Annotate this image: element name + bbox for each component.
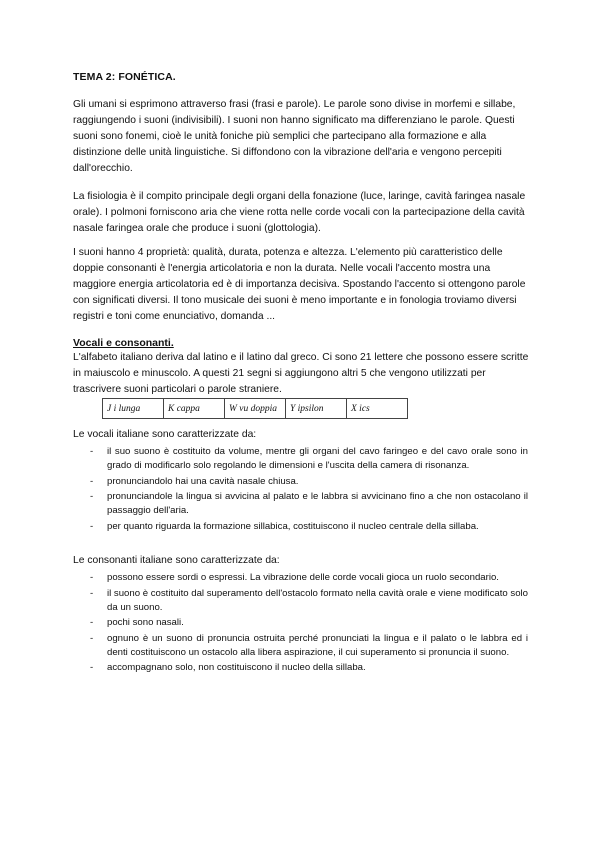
- list-item: - per quanto riguarda la formazione sillabica, costituiscono il nucleo centrale della sillaba.: [73, 520, 528, 534]
- vowels-list: [73, 445, 528, 535]
- paragraph-intro: Gli umani si esprimono attraverso frasi (frasi e parole). Le parole sono divise in morfemi e sillabe, raggiungendo i suoni (indivisibili). I suoni non hanno significato ma differenziano le parole. Questi suoni sono fonemi, cioè le unità foniche più semplici che partecipano alla formazione e alla distinzione delle unità linguistiche. Si diffondono con la vibrazione dell'aria e vengono percepiti dall'orecchio.: [73, 99, 516, 175]
- list-item: - pochi sono nasali.: [73, 616, 528, 630]
- list-item: - accompagnano solo, non costituiscono il nucleo della sillaba.: [73, 661, 528, 675]
- list-item: - il suono è costituito dal superamento dell'ostacolo formato nella cavità orale e viene modificato solo da un suono.: [73, 587, 528, 615]
- paragraph-physiology: La fisiologia è il compito principale degli organi della fonazione (luce, laringe, cavità faringea nasale orale). I polmoni forniscono aria che viene rotta nelle corde vocali con la partecipazione della cavità nasale faringea orale che produce i suoni (glottologia).: [73, 191, 526, 235]
- consonants-list: [73, 571, 528, 677]
- list-item: - il suo suono è costituito da volume, mentre gli organi del cavo faringeo e del cavo orale sono in grado di modificarlo solo regolando le dimensioni e l'uscita della camera di risonanza.: [73, 445, 528, 473]
- letter-cell: J i lunga: [103, 399, 164, 419]
- list-item: - pronunciandolo hai una cavità nasale chiusa.: [73, 475, 528, 489]
- letters-table: [102, 398, 408, 419]
- list-item: - possono essere sordi o espressi. La vibrazione delle corde vocali gioca un ruolo secondario.: [73, 571, 528, 585]
- list-item: - ognuno è un suono di pronuncia ostruita perché pronunciati la lingua e il palato o le labbra ed i denti costituiscono un ostacolo alla libera aspirazione, il cui superamento si pronuncia il suono.: [73, 632, 528, 660]
- vowels-intro: Le vocali italiane sono caratterizzate da:: [73, 429, 257, 440]
- letter-cell: Y ipsilon: [286, 399, 347, 419]
- consonants-intro: Le consonanti italiane sono caratterizzate da:: [73, 555, 280, 566]
- document-title: TEMA 2: FONÉTICA.: [73, 71, 176, 83]
- paragraph-properties: I suoni hanno 4 proprietà: qualità, durata, potenza e altezza. L'elemento più caratteristico delle doppie consonanti è l'energia articolatoria e non la durata. Nelle vocali l'accento mostra una maggiore energia articolatoria ed è di importanza decisiva. Spostando l'accento si ottengono parole con significati diversi. Il tono musicale dei suoni è meno importante e in fonologia troviamo diversi registri e toni come enunciativo, domanda ...: [73, 247, 526, 323]
- letter-cell: W vu doppia: [225, 399, 286, 419]
- section-heading: Vocali e consonanti.: [73, 337, 174, 349]
- letter-cell: X ics: [347, 399, 408, 419]
- letters-row: [103, 399, 408, 419]
- letter-cell: K cappa: [164, 399, 225, 419]
- section-intro: L'alfabeto italiano deriva dal latino e il latino dal greco. Ci sono 21 lettere che possono essere scritte in maiuscolo e minuscolo. A questi 21 segni si aggiungono altri 5 che vengono utilizzati per trascrivere suoni particolari o parole straniere.: [73, 352, 529, 396]
- list-item: - pronunciandole la lingua si avvicina al palato e le labbra si avvicinano fino a che non ostacolano il passaggio dell'aria.: [73, 490, 528, 518]
